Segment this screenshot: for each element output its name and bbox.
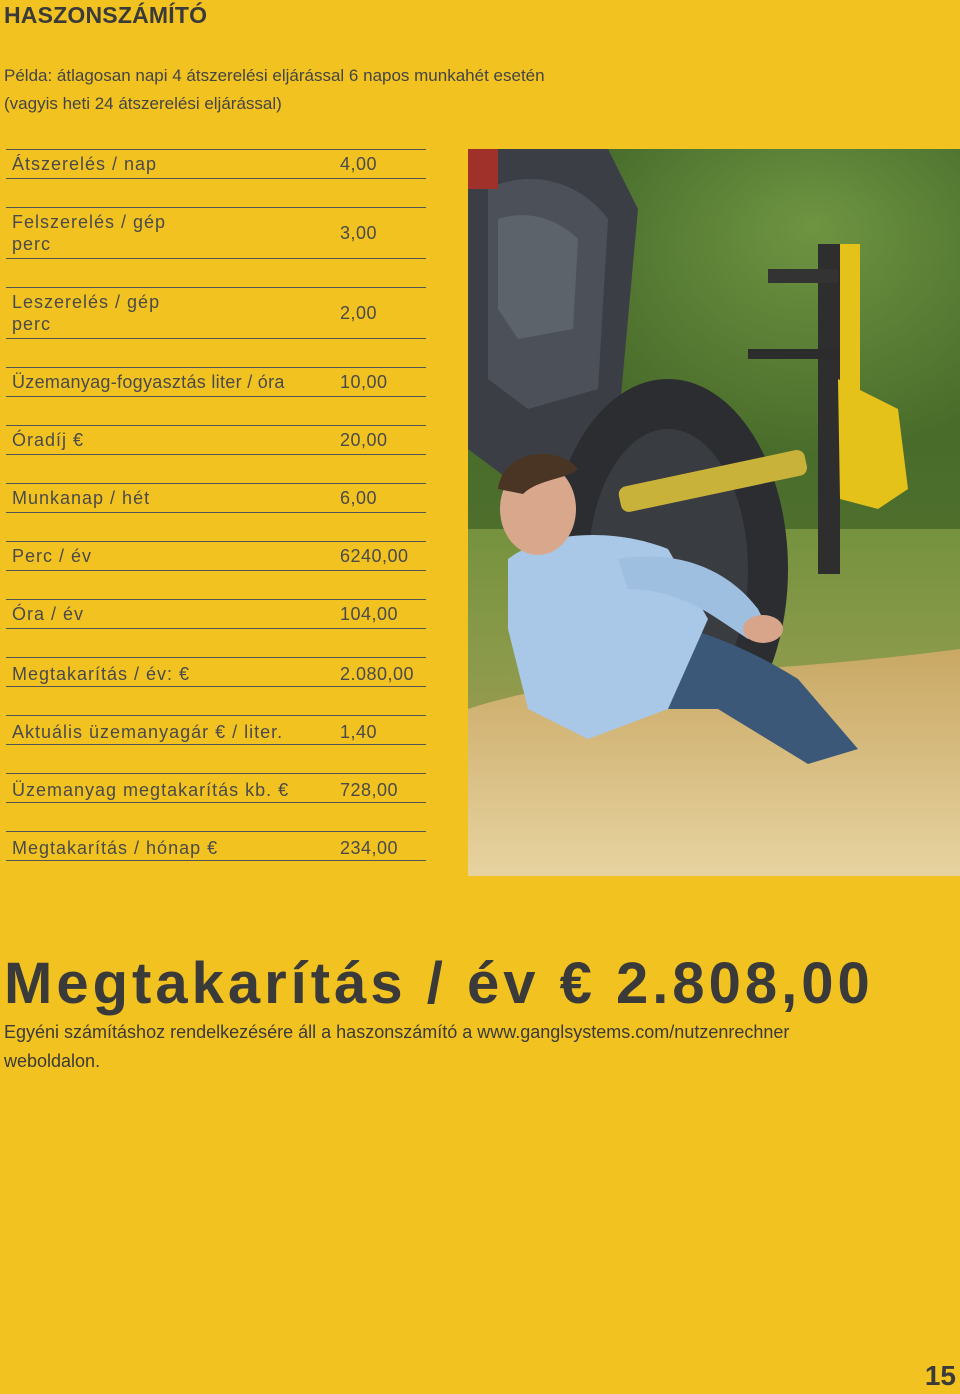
table-row — [6, 483, 426, 513]
row-value: 2,00 — [340, 303, 378, 323]
row-label: Üzemanyag megtakarítás kb. € — [12, 780, 290, 800]
row-label: Megtakarítás / hónap € — [12, 838, 219, 858]
row-value: 104,00 — [340, 604, 399, 624]
note-line-2: weboldalon. — [4, 1051, 101, 1071]
row-label: Óradíj € — [12, 430, 85, 450]
table-row — [6, 773, 426, 803]
row-value: 1,40 — [340, 722, 378, 742]
row-value: 6,00 — [340, 488, 378, 508]
row-label-line-2: perc — [12, 314, 52, 334]
row-label: Felszerelés / gép — [12, 212, 167, 232]
table-row — [6, 207, 426, 259]
row-value: 2.080,00 — [340, 664, 415, 684]
row-value: 6240,00 — [340, 546, 409, 566]
subtitle-line-2: (vagyis heti 24 átszerelési eljárással) — [4, 94, 282, 113]
page-title: HASZONSZÁMÍTÓ — [4, 2, 208, 28]
row-label: Megtakarítás / év: € — [12, 664, 191, 684]
table-row — [6, 149, 426, 179]
calculator-note — [4, 1018, 904, 1076]
row-value: 234,00 — [340, 838, 399, 858]
table-row — [6, 831, 426, 861]
row-value: 20,00 — [340, 430, 388, 450]
page-subtitle — [4, 62, 545, 118]
table-row — [6, 541, 426, 571]
table-row — [6, 599, 426, 629]
note-line-1: Egyéni számításhoz rendelkezésére áll a haszonszámító a www.ganglsystems.com/nutzenrechner — [4, 1022, 790, 1042]
row-label: Leszerelés / gép — [12, 292, 161, 312]
table-row — [6, 287, 426, 339]
row-label: Perc / év — [12, 546, 93, 566]
row-label: Aktuális üzemanyagár € / liter. — [12, 722, 284, 742]
subtitle-line-1: Példa: átlagosan napi 4 átszerelési eljárással 6 napos munkahét esetén — [4, 66, 545, 85]
table-row — [6, 367, 426, 397]
row-value: 728,00 — [340, 780, 399, 800]
row-value: 10,00 — [340, 372, 388, 392]
page-number: 15 — [924, 1360, 956, 1391]
row-label: Munkanap / hét — [12, 488, 151, 508]
table-row — [6, 657, 426, 687]
table-row — [6, 425, 426, 455]
row-label-line-2: perc — [12, 234, 52, 254]
row-label: Üzemanyag-fogyasztás liter / óra — [12, 372, 285, 392]
row-label: Óra / év — [12, 604, 85, 624]
row-label: Átszerelés / nap — [12, 154, 158, 174]
row-value: 4,00 — [340, 154, 378, 174]
row-value: 3,00 — [340, 223, 378, 243]
tractor-photo — [468, 149, 960, 876]
annual-savings-headline: Megtakarítás / év € 2.808,00 — [4, 951, 874, 1016]
table-row — [6, 715, 426, 745]
